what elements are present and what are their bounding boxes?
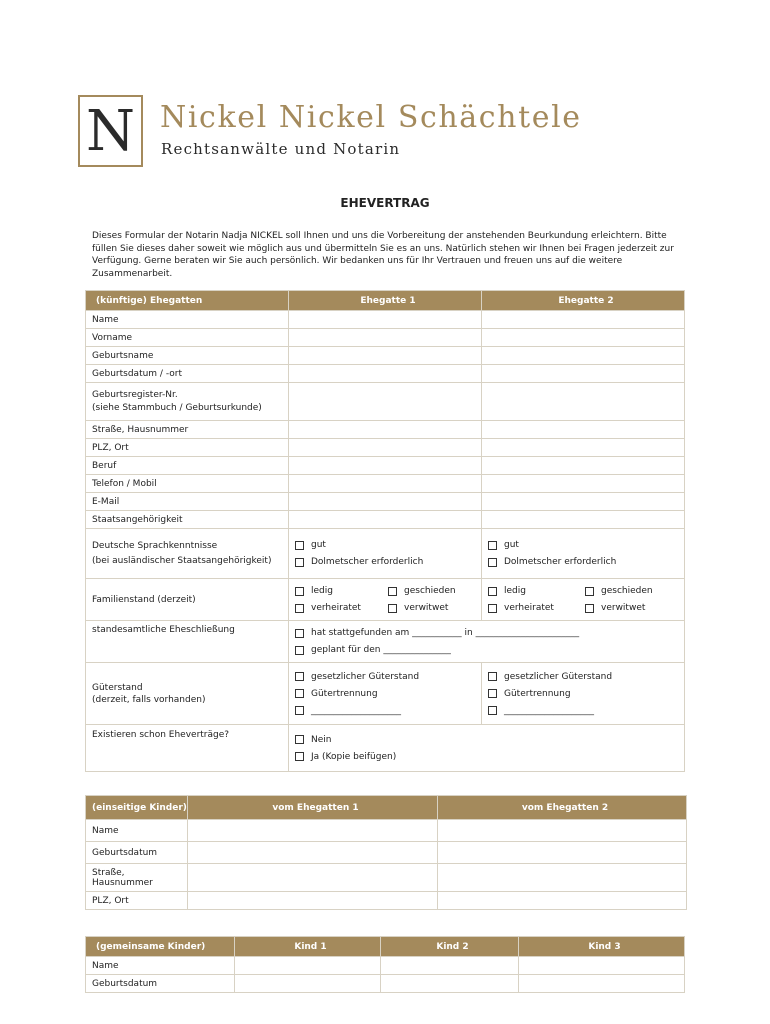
row-label-beruf: Beruf [86,457,289,475]
checkbox-icon[interactable] [488,706,497,715]
ledig-option-1[interactable]: ledig [295,583,388,600]
checkbox-icon[interactable] [488,541,497,550]
other-option-2[interactable]: ____________________ [488,702,684,719]
checkbox-icon[interactable] [295,558,304,567]
single-children-header-spouse-1: vom Ehegatten 1 [188,796,438,820]
checkbox-icon[interactable] [488,672,497,681]
familienstand-options-1 [289,579,482,621]
single-strasse-field-1[interactable] [188,864,438,892]
checkbox-icon[interactable] [488,604,497,613]
geburtsname-field-1[interactable] [289,347,482,365]
row-label-staat: Staatsangehörigkeit [86,511,289,529]
row-label-geburtsdatum: Geburtsdatum / -ort [86,365,289,383]
checkbox-icon[interactable] [488,689,497,698]
email-field-2[interactable] [482,493,685,511]
common-geburtsdatum-field-2[interactable] [381,975,519,993]
single-row-label-plz: PLZ, Ort [86,892,188,910]
staat-field-1[interactable] [289,511,482,529]
common-children-header-label: (gemeinsame Kinder) [86,937,235,957]
dolmetscher-option-1[interactable]: Dolmetscher erforderlich [295,554,481,571]
email-field-1[interactable] [289,493,482,511]
logo-letter: N [86,99,135,164]
firm-subtitle: Rechtsanwälte und Notarin [161,140,401,158]
checkbox-icon[interactable] [295,604,304,613]
dolmetscher-option-2[interactable]: Dolmetscher erforderlich [488,554,684,571]
common-name-field-2[interactable] [381,957,519,975]
eheschliessung-options [289,621,685,663]
single-plz-field-2[interactable] [438,892,687,910]
name-field-1[interactable] [289,311,482,329]
checkbox-icon[interactable] [295,672,304,681]
common-name-field-3[interactable] [519,957,685,975]
sprache-options-2 [482,529,685,579]
beruf-field-2[interactable] [482,457,685,475]
single-geburtsdatum-field-1[interactable] [188,842,438,864]
row-label-geburtsregister: Geburtsregister-Nr. (siehe Stammbuch / Geburtsurkunde) [86,383,289,421]
geplant-option[interactable]: geplant für den _______________ [295,642,684,659]
common-name-field-1[interactable] [235,957,381,975]
spouses-header-spouse-1: Ehegatte 1 [289,291,482,311]
checkbox-icon[interactable] [388,587,397,596]
gesetzlich-option-1[interactable]: gesetzlicher Güterstand [295,668,481,685]
checkbox-icon[interactable] [585,604,594,613]
spouses-header-label: (künftige) Ehegatten [86,291,289,311]
single-plz-field-1[interactable] [188,892,438,910]
single-strasse-field-2[interactable] [438,864,687,892]
gueterstand-options-1 [289,663,482,725]
common-children-header-kind-3: Kind 3 [519,937,685,957]
checkbox-icon[interactable] [488,587,497,596]
common-row-label-geburtsdatum: Geburtsdatum [86,975,235,993]
gut-option-1[interactable]: gut [295,537,481,554]
checkbox-icon[interactable] [295,706,304,715]
common-geburtsdatum-field-1[interactable] [235,975,381,993]
intro-paragraph: Dieses Formular der Notarin Nadja NICKEL soll Ihnen und uns die Vorbereitung der anstehenden Beurkundung erleichtern. Bitte füllen Sie dieses daher soweit wie möglich aus und übermitteln Sie es an uns. Natürlich stehen wir Ihnen bei Fragen jederzeit zur Verfügung. Gerne beraten wir Sie auch persönlich. Wir bedanken uns für Ihr Vertrauen und freuen uns auf die weitere Zusammenarbeit. [92,231,674,279]
common-children-table [85,936,685,993]
row-label-plz: PLZ, Ort [86,439,289,457]
row-label-email: E-Mail [86,493,289,511]
familienstand-options-2 [482,579,685,621]
name-field-2[interactable] [482,311,685,329]
checkbox-icon[interactable] [388,604,397,613]
strasse-field-2[interactable] [482,421,685,439]
plz-field-1[interactable] [289,439,482,457]
row-label-familienstand: Familienstand (derzeit) [86,579,289,621]
row-label-geburtsname: Geburtsname [86,347,289,365]
vorname-field-2[interactable] [482,329,685,347]
document-title: EHEVERTRAG [340,196,430,210]
geburtsregister-field-1[interactable] [289,383,482,421]
spouses-table [85,290,685,772]
firm-name: Nickel Nickel Schächtele [160,100,582,135]
checkbox-icon[interactable] [295,587,304,596]
checkbox-icon[interactable] [295,629,304,638]
geburtsdatum-field-1[interactable] [289,365,482,383]
common-geburtsdatum-field-3[interactable] [519,975,685,993]
verwitwet-option-2[interactable]: verwitwet [585,600,682,617]
geburtsregister-field-2[interactable] [482,383,685,421]
common-children-header-kind-1: Kind 1 [235,937,381,957]
staat-field-2[interactable] [482,511,685,529]
verheiratet-option-2[interactable]: verheiratet [488,600,585,617]
checkbox-icon[interactable] [295,752,304,761]
single-geburtsdatum-field-2[interactable] [438,842,687,864]
single-children-header-spouse-2: vom Ehegatten 2 [438,796,687,820]
row-label-gueterstand: Güterstand (derzeit, falls vorhanden) [86,663,289,725]
row-label-name: Name [86,311,289,329]
geburtsname-field-2[interactable] [482,347,685,365]
row-label-strasse: Straße, Hausnummer [86,421,289,439]
guetertrennung-option-2[interactable]: Gütertrennung [488,685,684,702]
single-row-label-strasse: Straße, Hausnummer [86,864,188,892]
other-option-1[interactable]: ____________________ [295,702,481,719]
row-label-sprache: Deutsche Sprachkenntnisse (bei ausländischer Staatsangehörigkeit) [86,529,289,579]
gut-option-2[interactable]: gut [488,537,684,554]
beruf-field-1[interactable] [289,457,482,475]
geburtsdatum-field-2[interactable] [482,365,685,383]
spouses-header-spouse-2: Ehegatte 2 [482,291,685,311]
ledig-option-2[interactable]: ledig [488,583,585,600]
row-label-telefon: Telefon / Mobil [86,475,289,493]
single-children-header-label: (einseitige Kinder) [86,796,188,820]
single-name-field-1[interactable] [188,820,438,842]
sprache-options-1 [289,529,482,579]
vorname-field-1[interactable] [289,329,482,347]
stattgefunden-option[interactable]: hat stattgefunden am ___________ in _______________________ [295,625,684,642]
single-name-field-2[interactable] [438,820,687,842]
vertraege-options [289,725,685,772]
row-label-eheschliessung: standesamtliche Eheschließung [86,621,289,663]
verwitwet-option-1[interactable]: verwitwet [388,600,481,617]
ja-option[interactable]: Ja (Kopie beifügen) [295,748,684,765]
logo-emblem [78,95,143,167]
single-children-table [85,795,687,910]
checkbox-icon[interactable] [585,587,594,596]
row-label-vertraege: Existieren schon Eheverträge? [86,725,289,772]
checkbox-icon[interactable] [488,558,497,567]
telefon-field-2[interactable] [482,475,685,493]
gueterstand-options-2 [482,663,685,725]
verheiratet-option-1[interactable]: verheiratet [295,600,388,617]
telefon-field-1[interactable] [289,475,482,493]
geschieden-option-2[interactable]: geschieden [585,583,682,600]
single-row-label-geburtsdatum: Geburtsdatum [86,842,188,864]
common-children-header-kind-2: Kind 2 [381,937,519,957]
nein-option[interactable]: Nein [295,731,684,748]
checkbox-icon[interactable] [295,646,304,655]
single-row-label-name: Name [86,820,188,842]
common-row-label-name: Name [86,957,235,975]
gesetzlich-option-2[interactable]: gesetzlicher Güterstand [488,668,684,685]
checkbox-icon[interactable] [295,735,304,744]
checkbox-icon[interactable] [295,541,304,550]
row-label-vorname: Vorname [86,329,289,347]
guetertrennung-option-1[interactable]: Gütertrennung [295,685,481,702]
plz-field-2[interactable] [482,439,685,457]
checkbox-icon[interactable] [295,689,304,698]
strasse-field-1[interactable] [289,421,482,439]
geschieden-option-1[interactable]: geschieden [388,583,481,600]
